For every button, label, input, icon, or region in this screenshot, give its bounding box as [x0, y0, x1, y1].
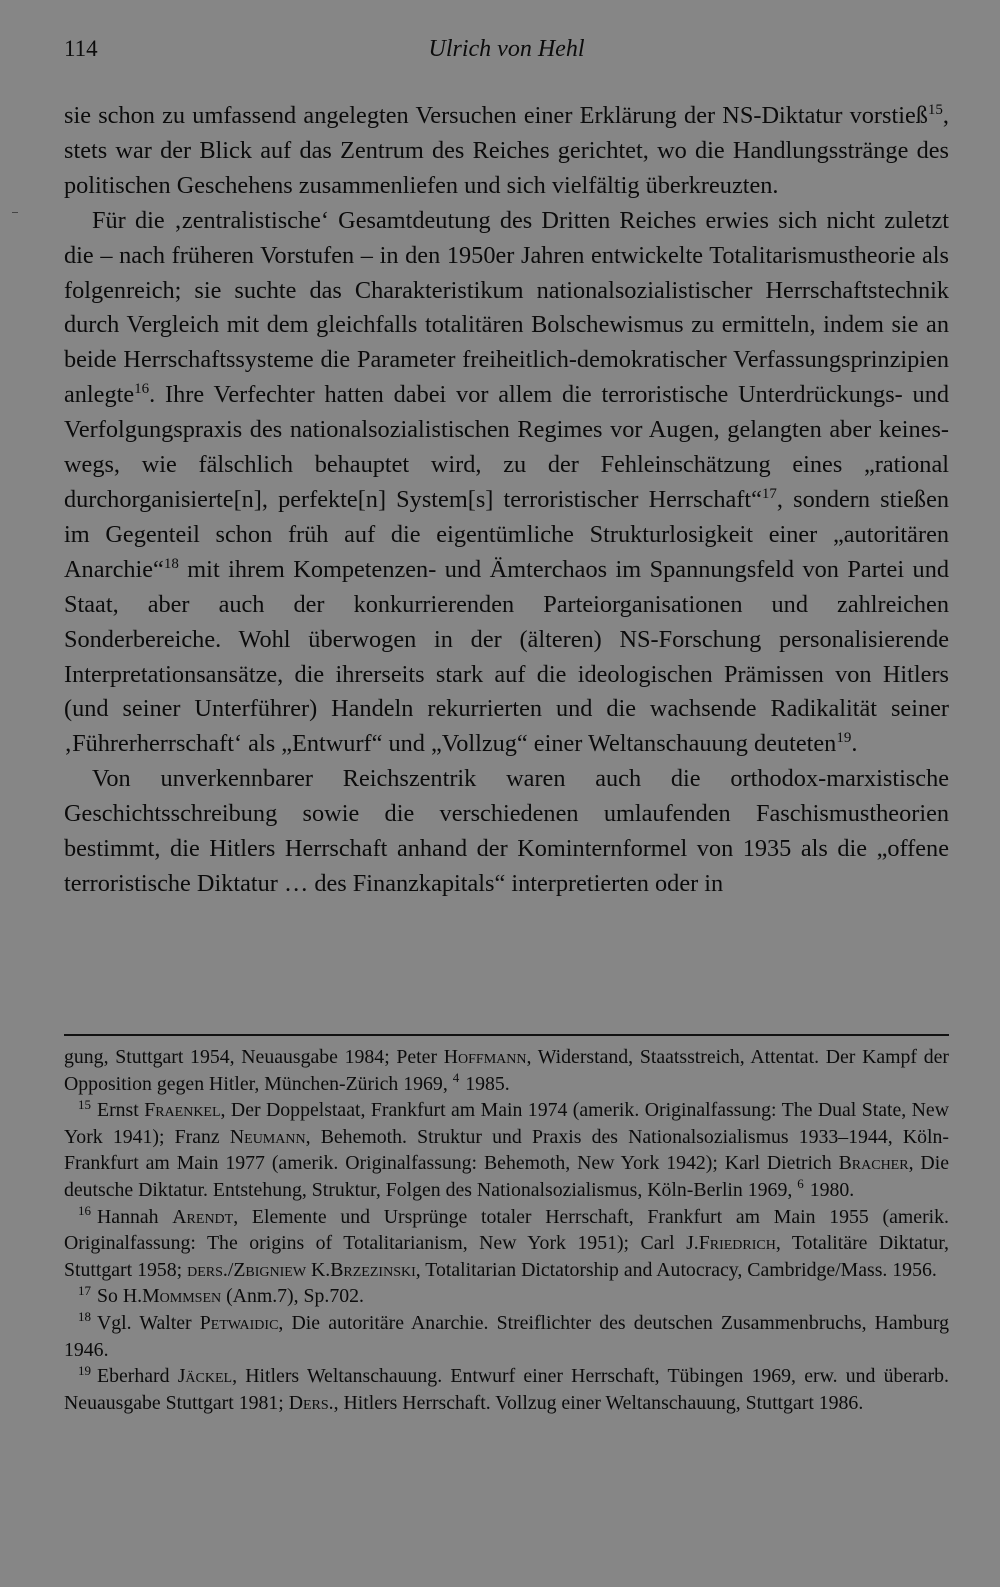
- running-head: Ulrich von Hehl: [428, 36, 585, 62]
- footnote-17: $^{17}$ So H.Mommsen (Anm.7), Sp.702.: [78, 1282, 364, 1308]
- footnote-15: $^{15}$ Ernst Fraenkel, Der Doppelstaat, Frankfurt am Main 1974 (amerik. Originalfassung: The Dual State, New York 1941); Franz Neumann, Behemoth. Struktur und Praxis des Nationalsozialismus 1933–1944, Köln-Frankfurt am Main 1977 (amerik. Originalfassung: Behemoth, New York 1942); Karl Dietrich Bracher, Die deutsche Diktatur. Entstehung, Struktur, Folgen des Nationalsozialismus, Köln-Berlin 1969, $^6$ 1980.: [64, 1096, 949, 1201]
- footnote-19: $^{19}$ Eberhard Jäckel, Hitlers Weltanschauung. Entwurf einer Herrschaft, Tübingen 1969, erw. und überarb. Neuausgabe Stuttgart 1981; Ders., Hitlers Herrschaft. Vollzug einer Weltanschauung, Stuttgart 1986.: [64, 1362, 949, 1414]
- footnote-separator: [64, 1034, 949, 1036]
- body-text: [64, 99, 949, 902]
- footnotes: [64, 1044, 949, 1416]
- footnote-18: $^{18}$ Vgl. Walter Petwaidic, Die autoritäre Anarchie. Streiflichter des deutschen Zusammenbruchs, Hamburg 1946.: [64, 1309, 949, 1361]
- page-number: 114: [64, 36, 98, 61]
- paragraph-2: Für die ‚zentralistische‘ Gesamtdeutung des Dritten Reiches erwies sich nicht zuletzt die – nach früheren Vorstufen – in den 1950er Jahren entwickelte Totalitarismustheorie als folgenreich; sie suchte das Charakteristikum nationalsozialistischer Herrschaftstechnik durch Vergleich mit dem gleichfalls totalitären Bolschewismus zu ermitteln, indem sie an beide Herrschaftssysteme die Parameter freiheitlich-demokratischer Verfassungsprinzipien anlegte$^{16}$. Ihre Verfechter hatten dabei vor allem die terroristische Unterdrückungs- und Verfolgungspraxis des nationalsozialistischen Regimes vor Augen, gelangten aber keineswegs, wie fälschlich behauptet wird, zu der Fehleinschätzung eines „rational durchorganisierte[n], perfekte[n] System[s] terroristischer Herrschaft“$^{17}$, sondern stießen im Gegenteil schon früh auf die eigentümliche Strukturlosigkeit einer „autoritären Anarchie“$^{18}$ mit ihrem Kompetenzen- und Ämterchaos im Spannungsfeld von Partei und Staat, aber auch der konkurrierenden Parteiorganisationen und zahlreichen Sonderbereiche. Wohl überwogen in der (älteren) NS-Forschung personalisierende Interpretationsansätze, die ihrerseits stark auf die ideologischen Prämissen von Hitlers (und seiner Unterführer) Handeln rekurrierten und die wachsende Radikalität seiner ‚Führerherrschaft‘ als „Entwurf“ und „Vollzug“ einer Weltanschauung deuteten$^{19}$.: [64, 206, 949, 758]
- footnote-16: $^{16}$ Hannah Arendt, Elemente und Ursprünge totaler Herrschaft, Frankfurt am Main 1955 (amerik. Originalfassung: The origins of Totalitarianism, New York 1951); Carl J.Friedrich, Totalitäre Diktatur, Stuttgart 1958; ders./Zbigniew K.Brzezinski, Totalitarian Dictatorship and Autocracy, Cambridge/Mass. 1956.: [64, 1202, 949, 1281]
- footnote-ref-15: 15: [927, 101, 943, 118]
- footnote-ref-16: 16: [134, 381, 150, 398]
- paragraph-3: Von unverkennbarer Reichszentrik waren auch die orthodox-marxistische Geschichtsschreibung sowie die verschiedenen umlaufenden Faschismustheorien bestimmt, die Hitlers Herrschaft anhand der Kominternformel von 1935 als die „offene terroristische Diktatur … des Finanzkapitals“ interpretierten oder in: [64, 765, 949, 897]
- margin-mark: [12, 212, 18, 213]
- footnote-ref-19: 19: [836, 730, 852, 747]
- footnote-ref-17: 17: [761, 485, 777, 502]
- footnote-continuation: gung, Stuttgart 1954, Neuausgabe 1984; Peter Hoffmann, Widerstand, Staatsstreich, Attentat. Der Kampf der Opposition gegen Hitler, München-Zürich 1969, $^4$ 1985.: [64, 1046, 949, 1095]
- footnote-ref-18: 18: [163, 555, 179, 572]
- page-header: [64, 36, 949, 72]
- paragraph-1: sie schon zu umfassend angelegten Versuchen einer Erklärung der NS-Diktatur vorstieß$^{15}$, stets war der Blick auf das Zentrum des Reiches gerichtet, wo die Handlungsstränge des politischen Geschehens zusammenliefen und sich vielfältig überkreuzten.: [64, 101, 949, 199]
